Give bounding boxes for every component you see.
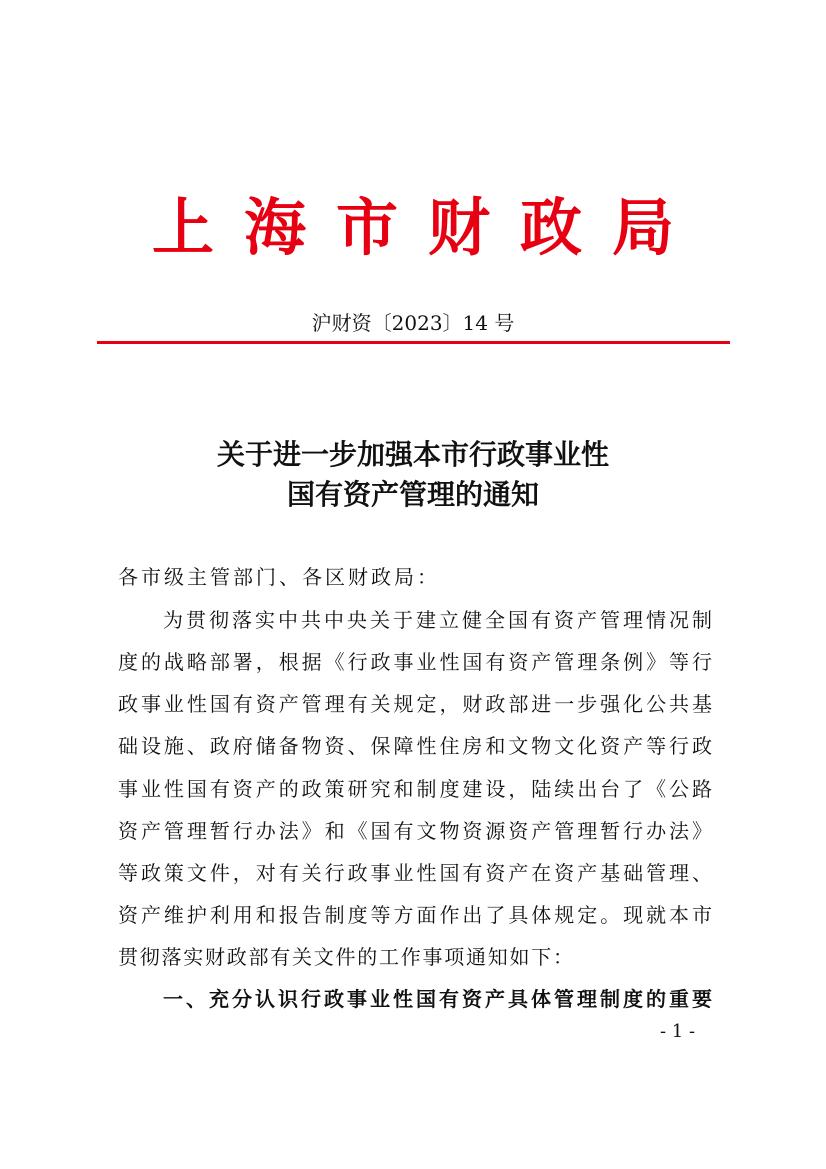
document-number: 沪财资〔2023〕14 号: [311, 311, 515, 335]
section-heading: 一、充分认识行政事业性国有资产具体管理制度的重要: [163, 987, 712, 1011]
body-line: 等政策文件，对有关行政事业性国有资产在资产基础管理、: [118, 861, 712, 885]
body-line: 资产管理暂行办法》和《国有文物资源资产管理暂行办法》: [118, 819, 712, 843]
body-line: 础设施、政府储备物资、保障性住房和文物文化资产等行政: [118, 734, 712, 758]
issuer-masthead: 上海市财政局: [151, 191, 704, 264]
salutation: 各市级主管部门、各区财政局：: [118, 565, 440, 589]
document-title-line-1: 关于进一步加强本市行政事业性: [216, 438, 609, 471]
body-line: 为贯彻落实中共中央关于建立健全国有资产管理情况制: [163, 608, 712, 632]
body-line: 事业性国有资产的政策研究和制度建设，陆续出台了《公路: [118, 777, 712, 801]
body-line: 度的战略部署，根据《行政事业性国有资产管理条例》等行: [118, 650, 712, 674]
red-divider: [97, 341, 730, 344]
body-line: 政事业性国有资产管理有关规定，财政部进一步强化公共基: [118, 692, 712, 716]
document-title-line-2: 国有资产管理的通知: [286, 478, 539, 511]
page-number: - 1 -: [660, 1021, 696, 1042]
body-line: 资产维护利用和报告制度等方面作出了具体规定。现就本市: [118, 903, 712, 927]
body-line: 贯彻落实财政部有关文件的工作事项通知如下：: [118, 945, 573, 969]
